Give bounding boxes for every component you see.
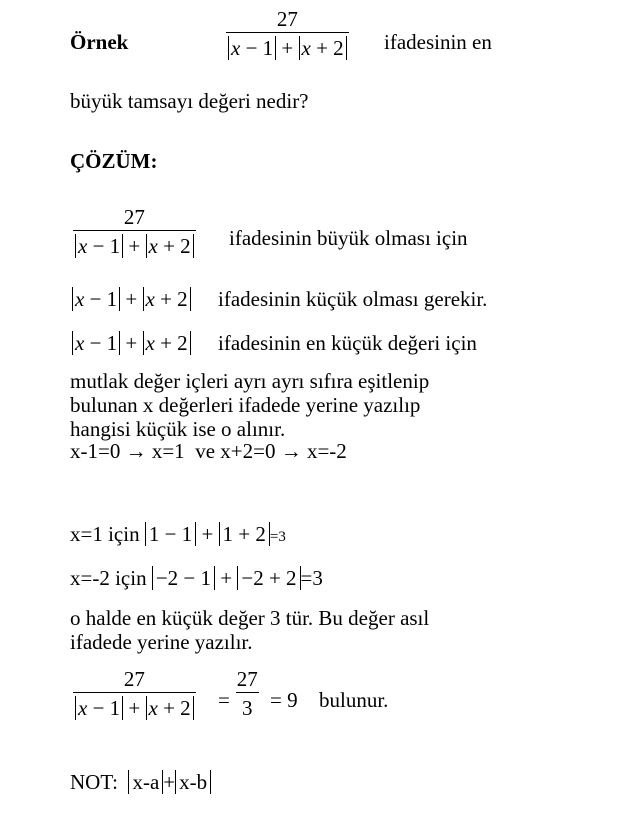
case-x2: x=-2 için −2 − 1 + −2 + 2 =3 bbox=[70, 566, 323, 590]
fraction-denominator: x − 1 + x + 2 bbox=[73, 692, 196, 723]
note-plus: + bbox=[163, 770, 176, 794]
final-result: = 9 bbox=[270, 688, 298, 712]
example-fraction bbox=[226, 6, 349, 63]
case-x2-result: =3 bbox=[300, 566, 323, 590]
note-term-a: x-a bbox=[128, 770, 163, 794]
solution-text-1: ifadesinin büyük olması için bbox=[229, 226, 468, 250]
note-line bbox=[70, 770, 211, 794]
example-question: büyük tamsayı değeri nedir? bbox=[70, 89, 309, 113]
fraction-numerator: 27 bbox=[123, 667, 145, 691]
fraction-numerator: 27 bbox=[276, 7, 298, 31]
result-fraction bbox=[236, 666, 259, 723]
solution-expression-3: x − 1 + x + 2 bbox=[72, 331, 191, 355]
solution-line-2: bulunan x değerleri ifadede yerine yazılıp bbox=[70, 393, 421, 417]
fraction-denominator: 3 bbox=[236, 692, 259, 723]
fraction-numerator: 27 bbox=[236, 667, 258, 691]
note-label: NOT: bbox=[70, 770, 118, 794]
note-term-b: x-b bbox=[175, 770, 211, 794]
solution-fraction-1 bbox=[73, 204, 196, 261]
fraction-numerator: 27 bbox=[123, 205, 145, 229]
final-tail: bulunur. bbox=[319, 688, 389, 712]
case-x1-prefix: x=1 için bbox=[70, 522, 140, 546]
equation-2: ve x+2=0 → x=-2 bbox=[195, 439, 347, 463]
solution-line-5: ifadede yerine yazılır. bbox=[70, 630, 253, 654]
solution-text-2: ifadesinin küçük olması gerekir. bbox=[218, 287, 488, 311]
equation-1: x-1=0 → x=1 bbox=[70, 439, 185, 463]
solution-expression-2: x − 1 + x + 2 bbox=[72, 287, 191, 311]
case-x1-result: =3 bbox=[269, 529, 286, 545]
solution-line-1: mutlak değer içleri ayrı ayrı sıfıra eşitlenip bbox=[70, 369, 430, 393]
example-heading: Örnek bbox=[70, 30, 129, 54]
solution-line-4: o halde en küçük değer 3 tür. Bu değer asıl bbox=[70, 606, 430, 630]
case-x2-prefix: x=-2 için bbox=[70, 566, 147, 590]
fraction-denominator: x − 1 + x + 2 bbox=[226, 32, 349, 63]
example-text-after: ifadesinin en bbox=[384, 30, 492, 54]
fraction-denominator: x − 1 + x + 2 bbox=[73, 230, 196, 261]
solution-line-3: hangisi küçük ise o alınır. bbox=[70, 417, 286, 441]
case-x1: x=1 için 1 − 1 + 1 + 2 =3 bbox=[70, 522, 286, 546]
solution-text-3: ifadesinin en küçük değeri için bbox=[218, 331, 477, 355]
final-fraction bbox=[73, 666, 196, 723]
equals-sign: = bbox=[218, 688, 230, 712]
solution-equations bbox=[70, 439, 347, 463]
solution-heading: ÇÖZÜM: bbox=[70, 149, 158, 173]
